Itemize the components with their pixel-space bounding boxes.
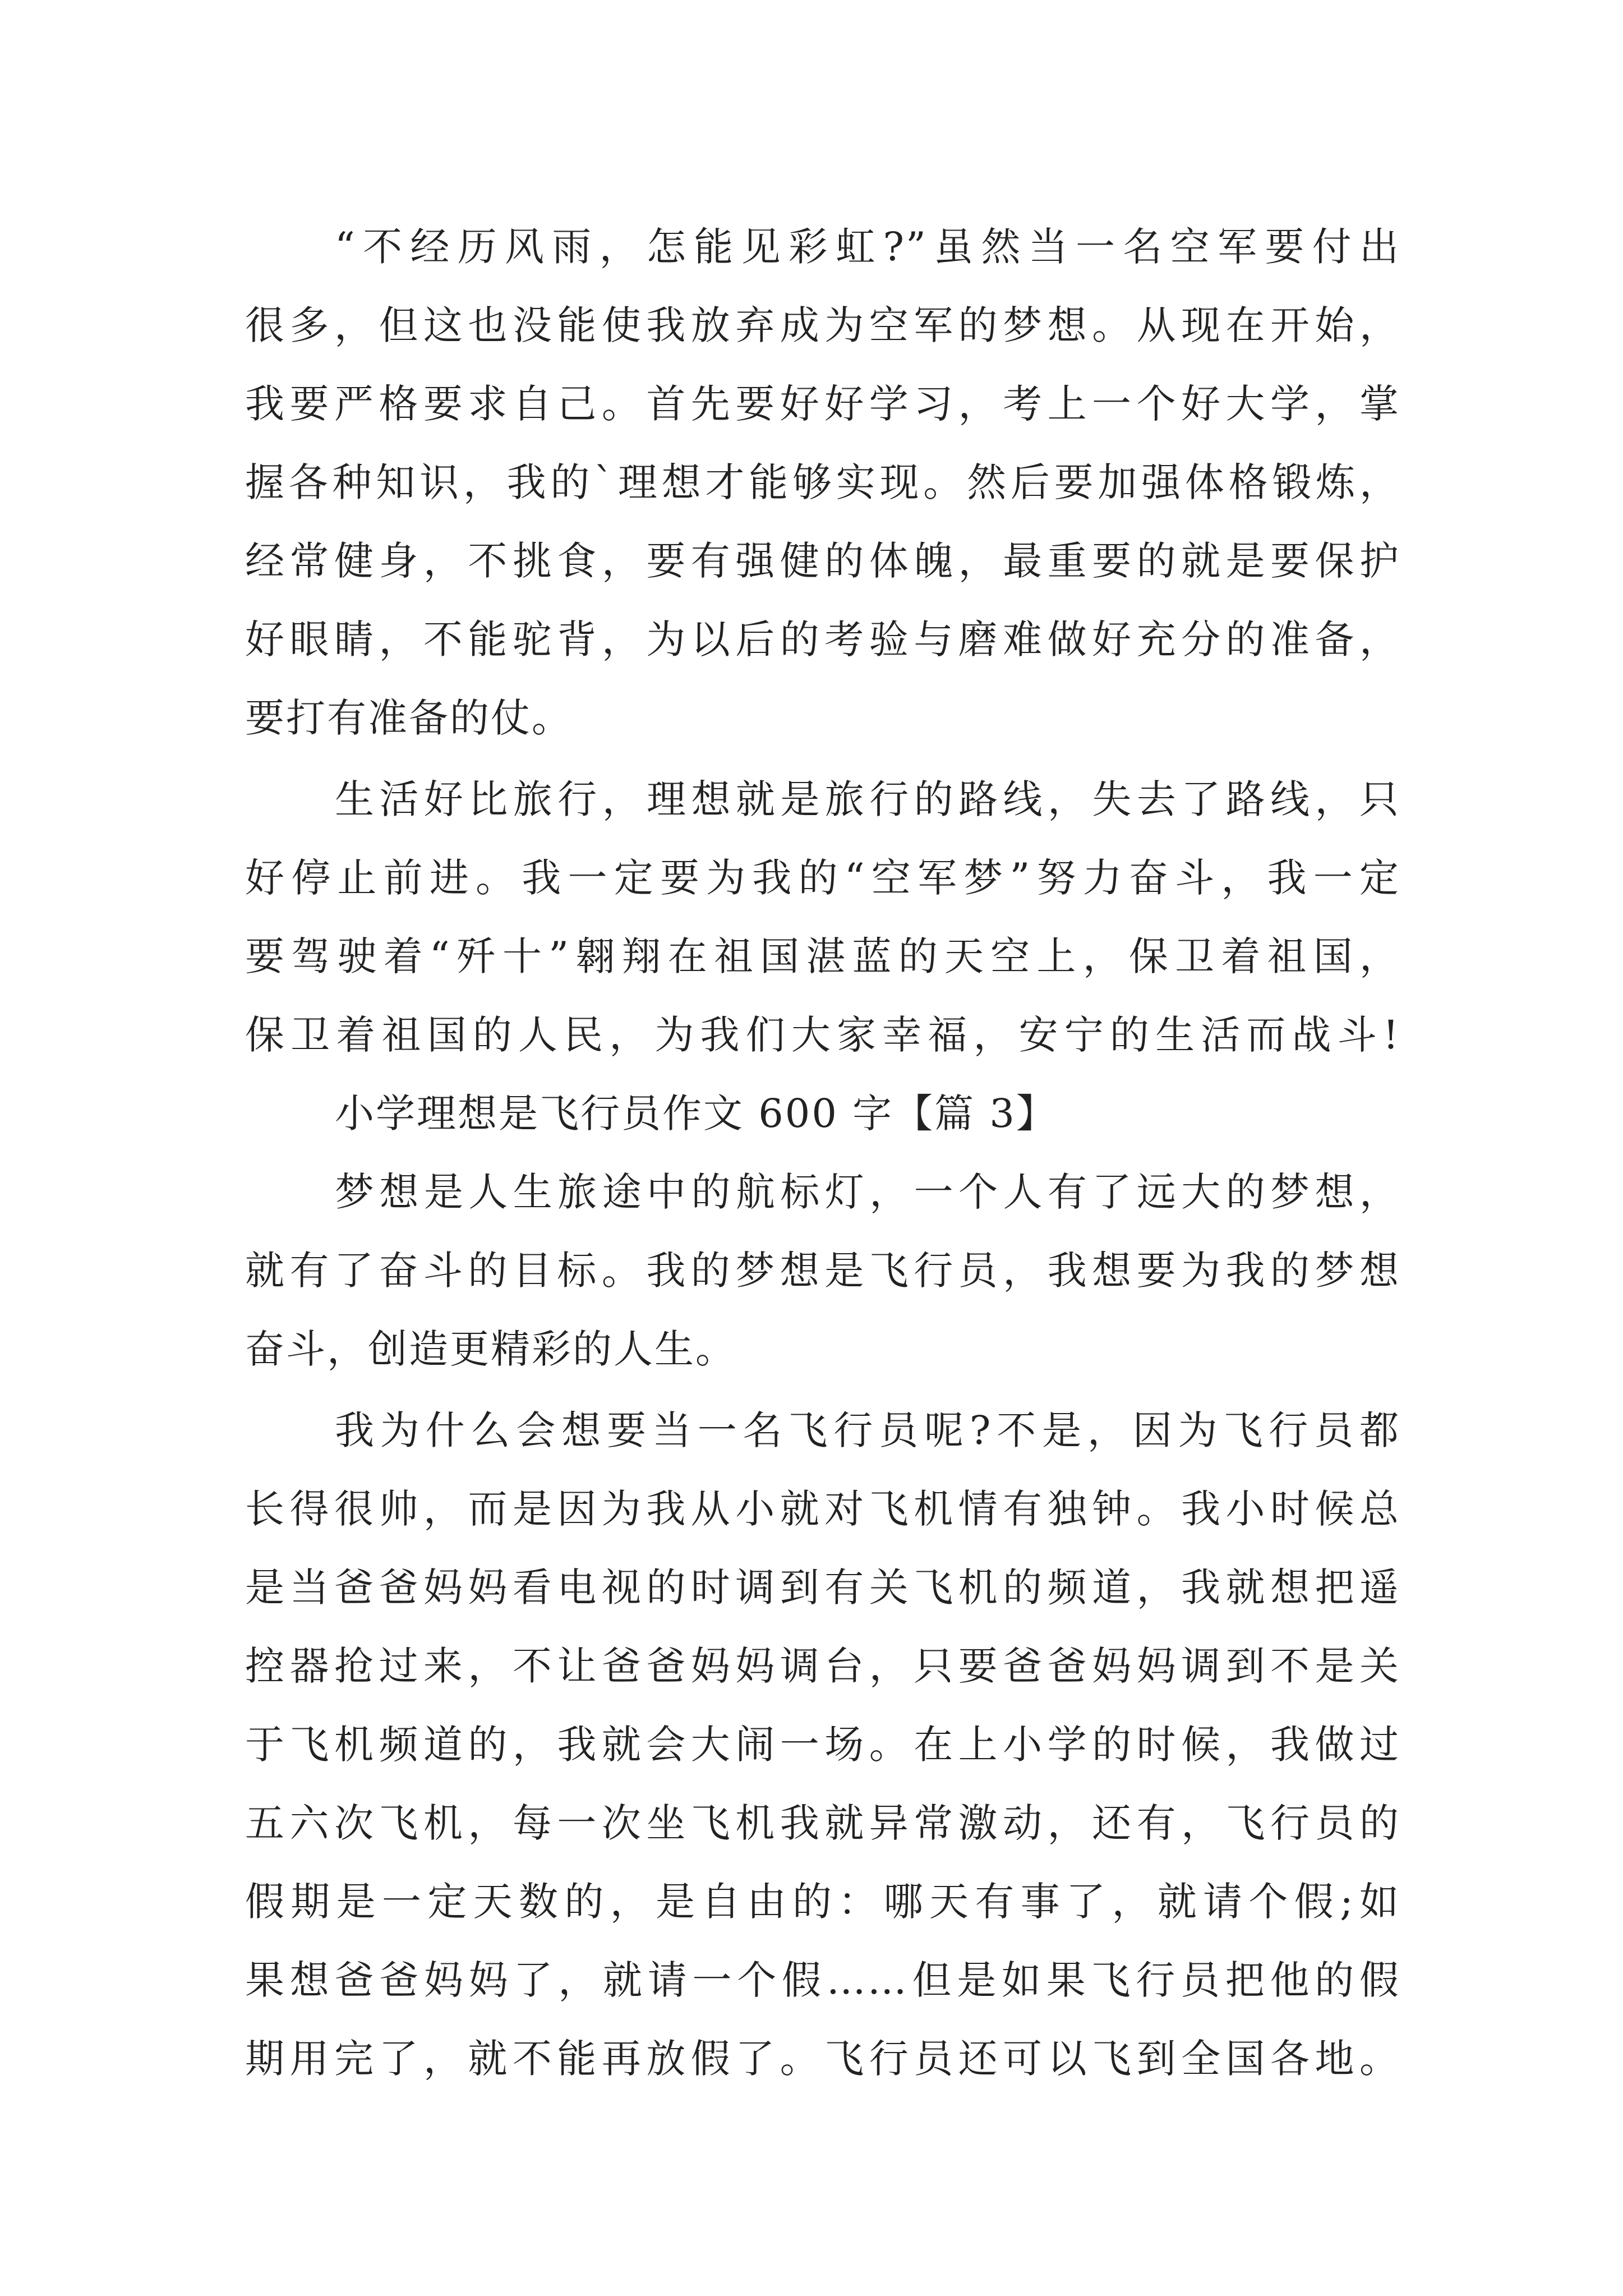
paragraph-line: 假期是一定天数的，是自由的：哪天有事了，就请个假;如 (245, 1879, 1400, 1925)
paragraph-line: 于飞机频道的，我就会大闹一场。在上小学的时候，我做过 (245, 1722, 1400, 1768)
paragraph-line: 我要严格要求自己。首先要好好学习，考上一个好大学，掌 (245, 381, 1400, 427)
paragraph-line: 果想爸爸妈妈了，就请一个假……但是如果飞行员把他的假 (245, 1957, 1400, 2003)
paragraph-line: 经常健身，不挑食，要有强健的体魄，最重要的就是要保护 (245, 538, 1400, 584)
section-heading: 小学理想是飞行员作文 600 字【篇 3】 (335, 1091, 1057, 1137)
paragraph-line: 要打有准备的仗。 (245, 695, 573, 741)
paragraph-line: 保卫着祖国的人民，为我们大家幸福，安宁的生活而战斗! (245, 1012, 1400, 1058)
paragraph-line: 我为什么会想要当一名飞行员呢?不是，因为飞行员都 (335, 1407, 1400, 1453)
paragraph-line: 五六次飞机，每一次坐飞机我就异常激动，还有，飞行员的 (245, 1800, 1400, 1846)
paragraph-line: 梦想是人生旅途中的航标灯，一个人有了远大的梦想， (335, 1169, 1400, 1215)
paragraph-line: 好停止前进。我一定要为我的“空军梦”努力奋斗，我一定 (245, 855, 1400, 901)
paragraph-line: “不经历风雨，怎能见彩虹?”虽然当一名空军要付出 (335, 224, 1400, 270)
paragraph-line: 就有了奋斗的目标。我的梦想是飞行员，我想要为我的梦想 (245, 1248, 1400, 1294)
paragraph-line: 很多，但这也没能使我放弃成为空军的梦想。从现在开始， (245, 302, 1400, 348)
paragraph-line: 是当爸爸妈妈看电视的时调到有关飞机的频道，我就想把遥 (245, 1565, 1400, 1611)
paragraph-line: 生活好比旅行，理想就是旅行的路线，失去了路线，只 (335, 776, 1400, 822)
paragraph-line: 长得很帅，而是因为我从小就对飞机情有独钟。我小时候总 (245, 1486, 1400, 1532)
paragraph-line: 奋斗，创造更精彩的人生。 (245, 1326, 736, 1372)
paragraph-line: 握各种知识，我的`理想才能够实现。然后要加强体格锻炼， (245, 459, 1400, 505)
paragraph-line: 控器抢过来，不让爸爸妈妈调台，只要爸爸妈妈调到不是关 (245, 1643, 1400, 1689)
paragraph-line: 期用完了，就不能再放假了。飞行员还可以飞到全国各地。 (245, 2036, 1400, 2082)
paragraph-line: 好眼睛，不能驼背，为以后的考验与磨难做好充分的准备， (245, 616, 1400, 662)
paragraph-line: 要驾驶着“歼十”翱翔在祖国湛蓝的天空上，保卫着祖国， (245, 933, 1400, 979)
